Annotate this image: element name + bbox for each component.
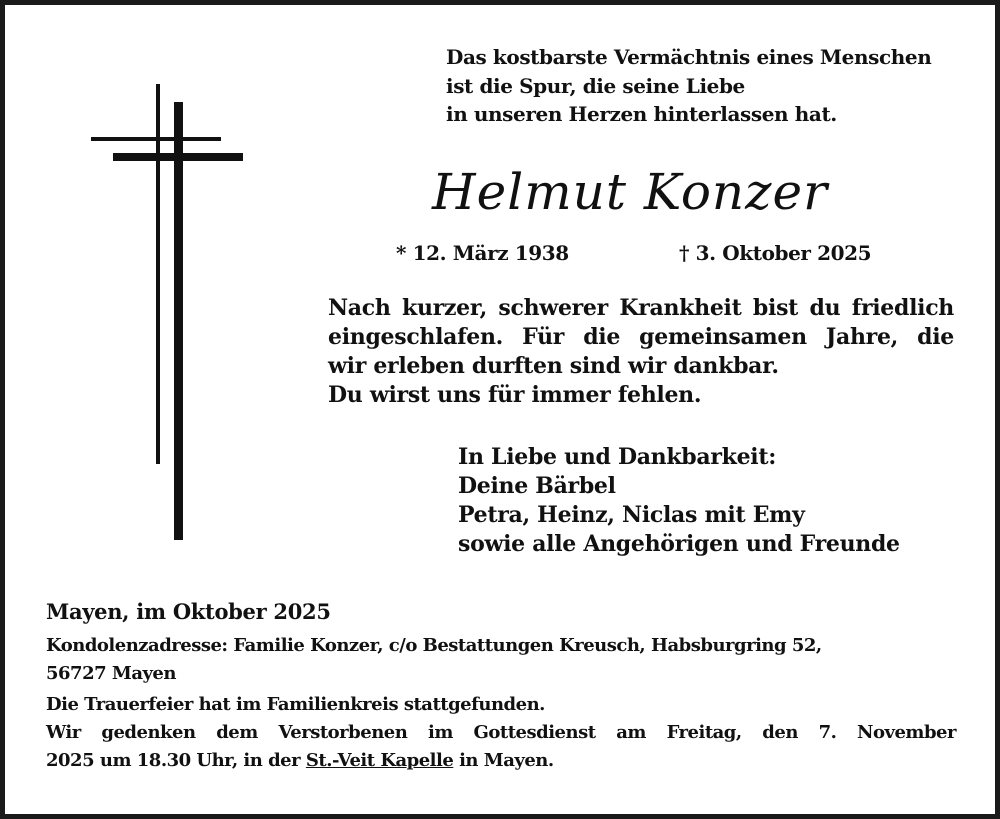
farewell-message [328,294,954,410]
service-text-end: in Mayen. [459,750,554,771]
funeral-note: Die Trauerfeier hat im Familienkreis stattgefunden. [46,694,545,715]
death-date: † 3. Oktober 2025 [679,241,872,265]
memorial-quote [446,43,966,129]
quote-line: ist die Spur, die seine Liebe [446,73,745,98]
condolence-address: Kondolenzadresse: Familie Konzer, c/o Bestattungen Kreusch, Habsburgring 52, [46,635,822,656]
funeral-details [46,632,956,775]
memorial-service-line-2 [46,747,956,775]
mourners-signature [458,443,958,559]
signature-line: sowie alle Angehörigen und Freunde [458,531,900,557]
service-text: 2025 um 18.30 Uhr, in der [46,750,301,771]
message-line: eingeschlafen. Für die gemeinsamen Jahre, die [328,324,954,350]
memorial-service-line: Wir gedenken dem Verstorbenen im Gottesdienst am Freitag, den 7. November [46,722,956,743]
message-line: Nach kurzer, schwerer Krankheit bist du friedlich [328,295,954,321]
chapel-link[interactable]: St.-Veit Kapelle [305,750,454,771]
deceased-name: Helmut Konzer [432,163,828,221]
quote-line: Das kostbarste Vermächtnis eines Menschen [446,45,932,69]
birth-date: * 12. März 1938 [396,241,569,265]
cross-icon [85,80,255,545]
signature-line: Petra, Heinz, Niclas mit Emy [458,502,805,528]
signature-line: Deine Bärbel [458,473,616,499]
signature-line: In Liebe und Dankbarkeit: [458,444,777,470]
message-line: Du wirst uns für immer fehlen. [328,382,702,408]
quote-line: in unseren Herzen hinterlassen hat. [446,102,837,126]
place-and-date: Mayen, im Oktober 2025 [46,599,331,624]
condolence-address-postcode: 56727 Mayen [46,663,176,684]
message-line: wir erleben durften sind wir dankbar. [328,353,779,379]
